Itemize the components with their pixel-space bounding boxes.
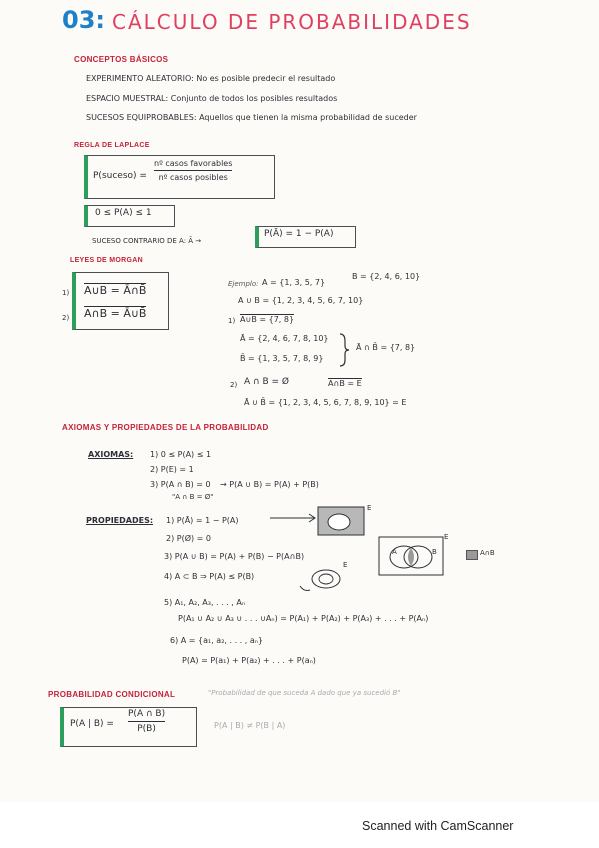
arrow-icon	[270, 513, 318, 523]
example-not-b: B̄ = {1, 3, 5, 7, 8, 9}	[240, 354, 324, 363]
example-intersection: A ∩ B = Ø	[244, 377, 289, 387]
law2-text: A∩B = Ā∪B̄	[84, 307, 147, 320]
legend-a-cap-b: A∩B	[480, 549, 495, 557]
title-number: 03:	[62, 6, 105, 34]
heading-laplace: REGLA DE LAPLACE	[74, 142, 150, 149]
subset-diagram	[296, 564, 344, 594]
morgan-law1-number: 1)	[62, 289, 70, 297]
concept-sucesos: SUCESOS EQUIPROBABLES: Aquellos que tienen la misma probabilidad de suceder	[86, 113, 417, 122]
concept-experimento: EXPERIMENTO ALEATORIO: No es posible predecir el resultado	[86, 74, 336, 83]
example-not-a-union-not-b: Ā ∪ B̄ = {1, 2, 3, 4, 5, 6, 7, 8, 9, 10} = E	[244, 398, 407, 407]
example-not-a: Ā = {2, 4, 6, 7, 8, 10}	[240, 334, 329, 343]
heading-axiomas: AXIOMAS Y PROPIEDADES DE LA PROBABILIDAD	[62, 423, 269, 432]
venn1-e-label: E	[367, 504, 372, 512]
propiedades-label: PROPIEDADES:	[86, 516, 154, 525]
heading-conceptos: CONCEPTOS BÁSICOS	[74, 55, 169, 64]
axioma-1: 1) 0 ≤ P(A) ≤ 1	[150, 450, 212, 459]
laplace-fraction	[154, 159, 232, 182]
contrario-formula: P(Ā) = 1 − P(A)	[264, 229, 334, 239]
fraction-bar	[128, 721, 165, 722]
range-formula: 0 ≤ P(A) ≤ 1	[95, 208, 152, 218]
axioma-2: 2) P(E) = 1	[150, 465, 194, 474]
example-part2-number: 2)	[230, 381, 238, 389]
morgan-laws-box	[72, 272, 169, 330]
example-not-a-not-b: Ā ∩ B̄ = {7, 8}	[356, 343, 416, 352]
example-label: Ejemplo:	[228, 280, 259, 288]
scanner-footer	[0, 802, 599, 848]
legend-swatch	[466, 550, 478, 560]
propiedad-5-formula: P(A₁ ∪ A₂ ∪ A₃ ∪ . . . ∪Aₙ) = P(A₁) + P(A₂) + P(A₃) + . . . + P(Aₙ)	[178, 614, 429, 623]
venn3-b-label: B	[432, 548, 437, 556]
condicional-lhs: P(A | B) =	[70, 719, 114, 729]
condicional-note: P(A | B) ≠ P(B | A)	[214, 721, 286, 730]
example-not-intersection: A∩B = E	[328, 379, 362, 388]
morgan-law2-number: 2)	[62, 314, 70, 322]
venn3-a-label: A	[392, 548, 397, 556]
example-union: A ∪ B = {1, 2, 3, 4, 5, 6, 7, 10}	[238, 296, 364, 305]
example-set-b: B = {2, 4, 6, 10}	[352, 272, 421, 281]
venn-intersection-diagram	[378, 536, 444, 576]
axioma-3-condition: "A ∩ B = Ø"	[172, 493, 214, 501]
laplace-lhs: P(suceso) =	[93, 171, 147, 181]
venn-complement-diagram	[317, 505, 367, 537]
condicional-quote: "Probabilidad de que suceda A dado que ya sucedió B"	[208, 689, 401, 697]
example-set-a: A = {1, 3, 5, 7}	[262, 278, 326, 287]
brace-icon	[338, 332, 350, 368]
propiedad-3: 3) P(A ∪ B) = P(A) + P(B) − P(A∩B)	[164, 552, 305, 561]
law1-text: A∪B = Ā∩B̄	[84, 284, 147, 297]
propiedad-6: 6) A = {a₁, a₂, . . . , aₙ}	[170, 636, 264, 645]
venn3-e-label: E	[444, 533, 449, 541]
footer-text: Scanned with CamScanner	[362, 819, 514, 833]
example-not-union: A∪B = {7, 8}	[240, 315, 295, 324]
venn2-e-label: E	[343, 561, 348, 569]
axioma-3-result: → P(A ∪ B) = P(A) + P(B)	[220, 480, 319, 489]
concept-espacio: ESPACIO MUESTRAL: Conjunto de todos los posibles resultados	[86, 94, 338, 103]
fraction-bar	[154, 170, 232, 171]
propiedad-4: 4) A ⊂ B ⇒ P(A) ≤ P(B)	[164, 572, 255, 581]
condicional-fraction	[128, 709, 165, 734]
morgan-law2	[84, 307, 146, 320]
contrario-label: SUCESO CONTRARIO DE A: Ā →	[92, 237, 202, 245]
page-title: CÁLCULO DE PROBABILIDADES	[112, 10, 472, 34]
axiomas-label: AXIOMAS:	[88, 450, 134, 459]
propiedad-6-formula: P(A) = P(a₁) + P(a₂) + . . . + P(aₙ)	[182, 656, 316, 665]
example-part1-number: 1)	[228, 317, 236, 325]
laplace-numerator: nº casos favorables	[154, 159, 233, 168]
heading-condicional: PROBABILIDAD CONDICIONAL	[48, 690, 176, 699]
heading-morgan: LEYES DE MORGAN	[70, 257, 143, 264]
morgan-law1	[84, 284, 146, 297]
axioma-3: 3) P(A ∩ B) = 0	[150, 480, 211, 489]
propiedad-1: 1) P(Ā) = 1 − P(A)	[166, 516, 239, 525]
condicional-numerator: P(A ∩ B)	[128, 709, 166, 719]
propiedad-2: 2) P(Ø) = 0	[166, 534, 211, 543]
laplace-denominator: nº casos posibles	[158, 173, 228, 182]
propiedad-5: 5) A₁, A₂, A₃, . . . , Aₙ	[164, 598, 246, 607]
condicional-denominator: P(B)	[137, 724, 156, 734]
